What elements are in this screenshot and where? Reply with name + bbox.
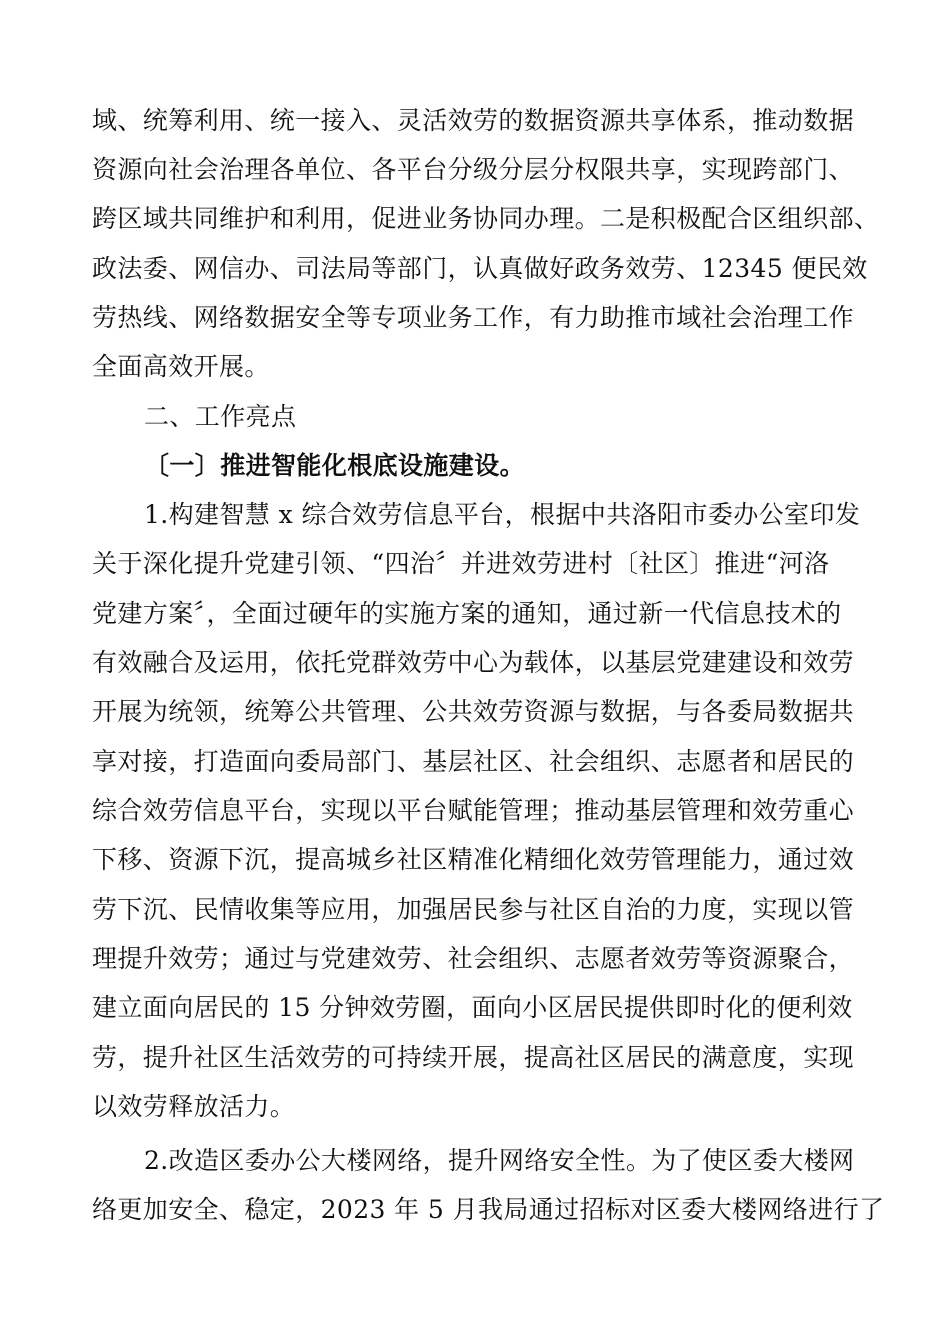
paragraph-line: 域、统筹利用、统一接入、灵活效劳的数据资源共享体系，推动数据 xyxy=(92,106,855,135)
paragraph-line: 劳热线、网络数据安全等专项业务工作，有力助推市域社会治理工作 xyxy=(92,303,855,332)
paragraph-line: 开展为统领，统筹公共管理、公共效劳资源与数据，与各委局数据共 xyxy=(92,697,855,726)
paragraph-line: 下移、资源下沉，提高城乡社区精准化精细化效劳管理能力，通过效 xyxy=(92,845,855,874)
paragraph-line: 关于深化提升党建引领、“四治〞并进效劳进村〔社区〕推进“河洛 xyxy=(92,549,830,578)
subsection-heading: 〔一〕推进智能化根底设施建设。 xyxy=(144,451,526,480)
paragraph-line: 劳下沉、民情收集等应用，加强居民参与社区自治的力度，实现以管 xyxy=(92,895,855,924)
paragraph-line: 党建方案〞，全面过硬年的实施方案的通知，通过新一代信息技术的 xyxy=(92,599,842,628)
paragraph-line: 理提升效劳；通过与党建效劳、社会组织、志愿者效劳等资源聚合， xyxy=(92,944,855,973)
paragraph-line: 享对接，打造面向委局部门、基层社区、社会组织、志愿者和居民的 xyxy=(92,747,855,776)
paragraph-line: 政法委、网信办、司法局等部门，认真做好政务效劳、12345 便民效 xyxy=(92,254,868,283)
paragraph-line: 2.改造区委办公大楼网络，提升网络安全性。为了使区委大楼网 xyxy=(144,1146,855,1175)
paragraph-line: 建立面向居民的 15 分钟效劳圈，面向小区居民提供即时化的便利效 xyxy=(92,993,853,1022)
paragraph-line: 劳，提升社区生活效劳的可持续开展，提高社区居民的满意度，实现 xyxy=(92,1043,855,1072)
section-heading: 二、工作亮点 xyxy=(144,402,297,431)
paragraph-line: 资源向社会治理各单位、各平台分级分层分权限共享，实现跨部门、 xyxy=(92,155,855,184)
paragraph-line: 全面高效开展。 xyxy=(92,352,270,381)
paragraph-line: 络更加安全、稳定，2023 年 5 月我局通过招标对区委大楼网络进行了 xyxy=(92,1195,885,1224)
paragraph-line: 有效融合及运用，依托党群效劳中心为载体，以基层党建建设和效劳 xyxy=(92,648,855,677)
paragraph-line: 以效劳释放活力。 xyxy=(92,1092,296,1121)
paragraph-line: 跨区域共同维护和利用，促进业务协同办理。二是积极配合区组织部、 xyxy=(92,204,880,233)
paragraph-line: 1.构建智慧 x 综合效劳信息平台，根据中共洛阳市委办公室印发 xyxy=(144,500,861,529)
paragraph-line: 综合效劳信息平台，实现以平台赋能管理；推动基层管理和效劳重心 xyxy=(92,796,855,825)
